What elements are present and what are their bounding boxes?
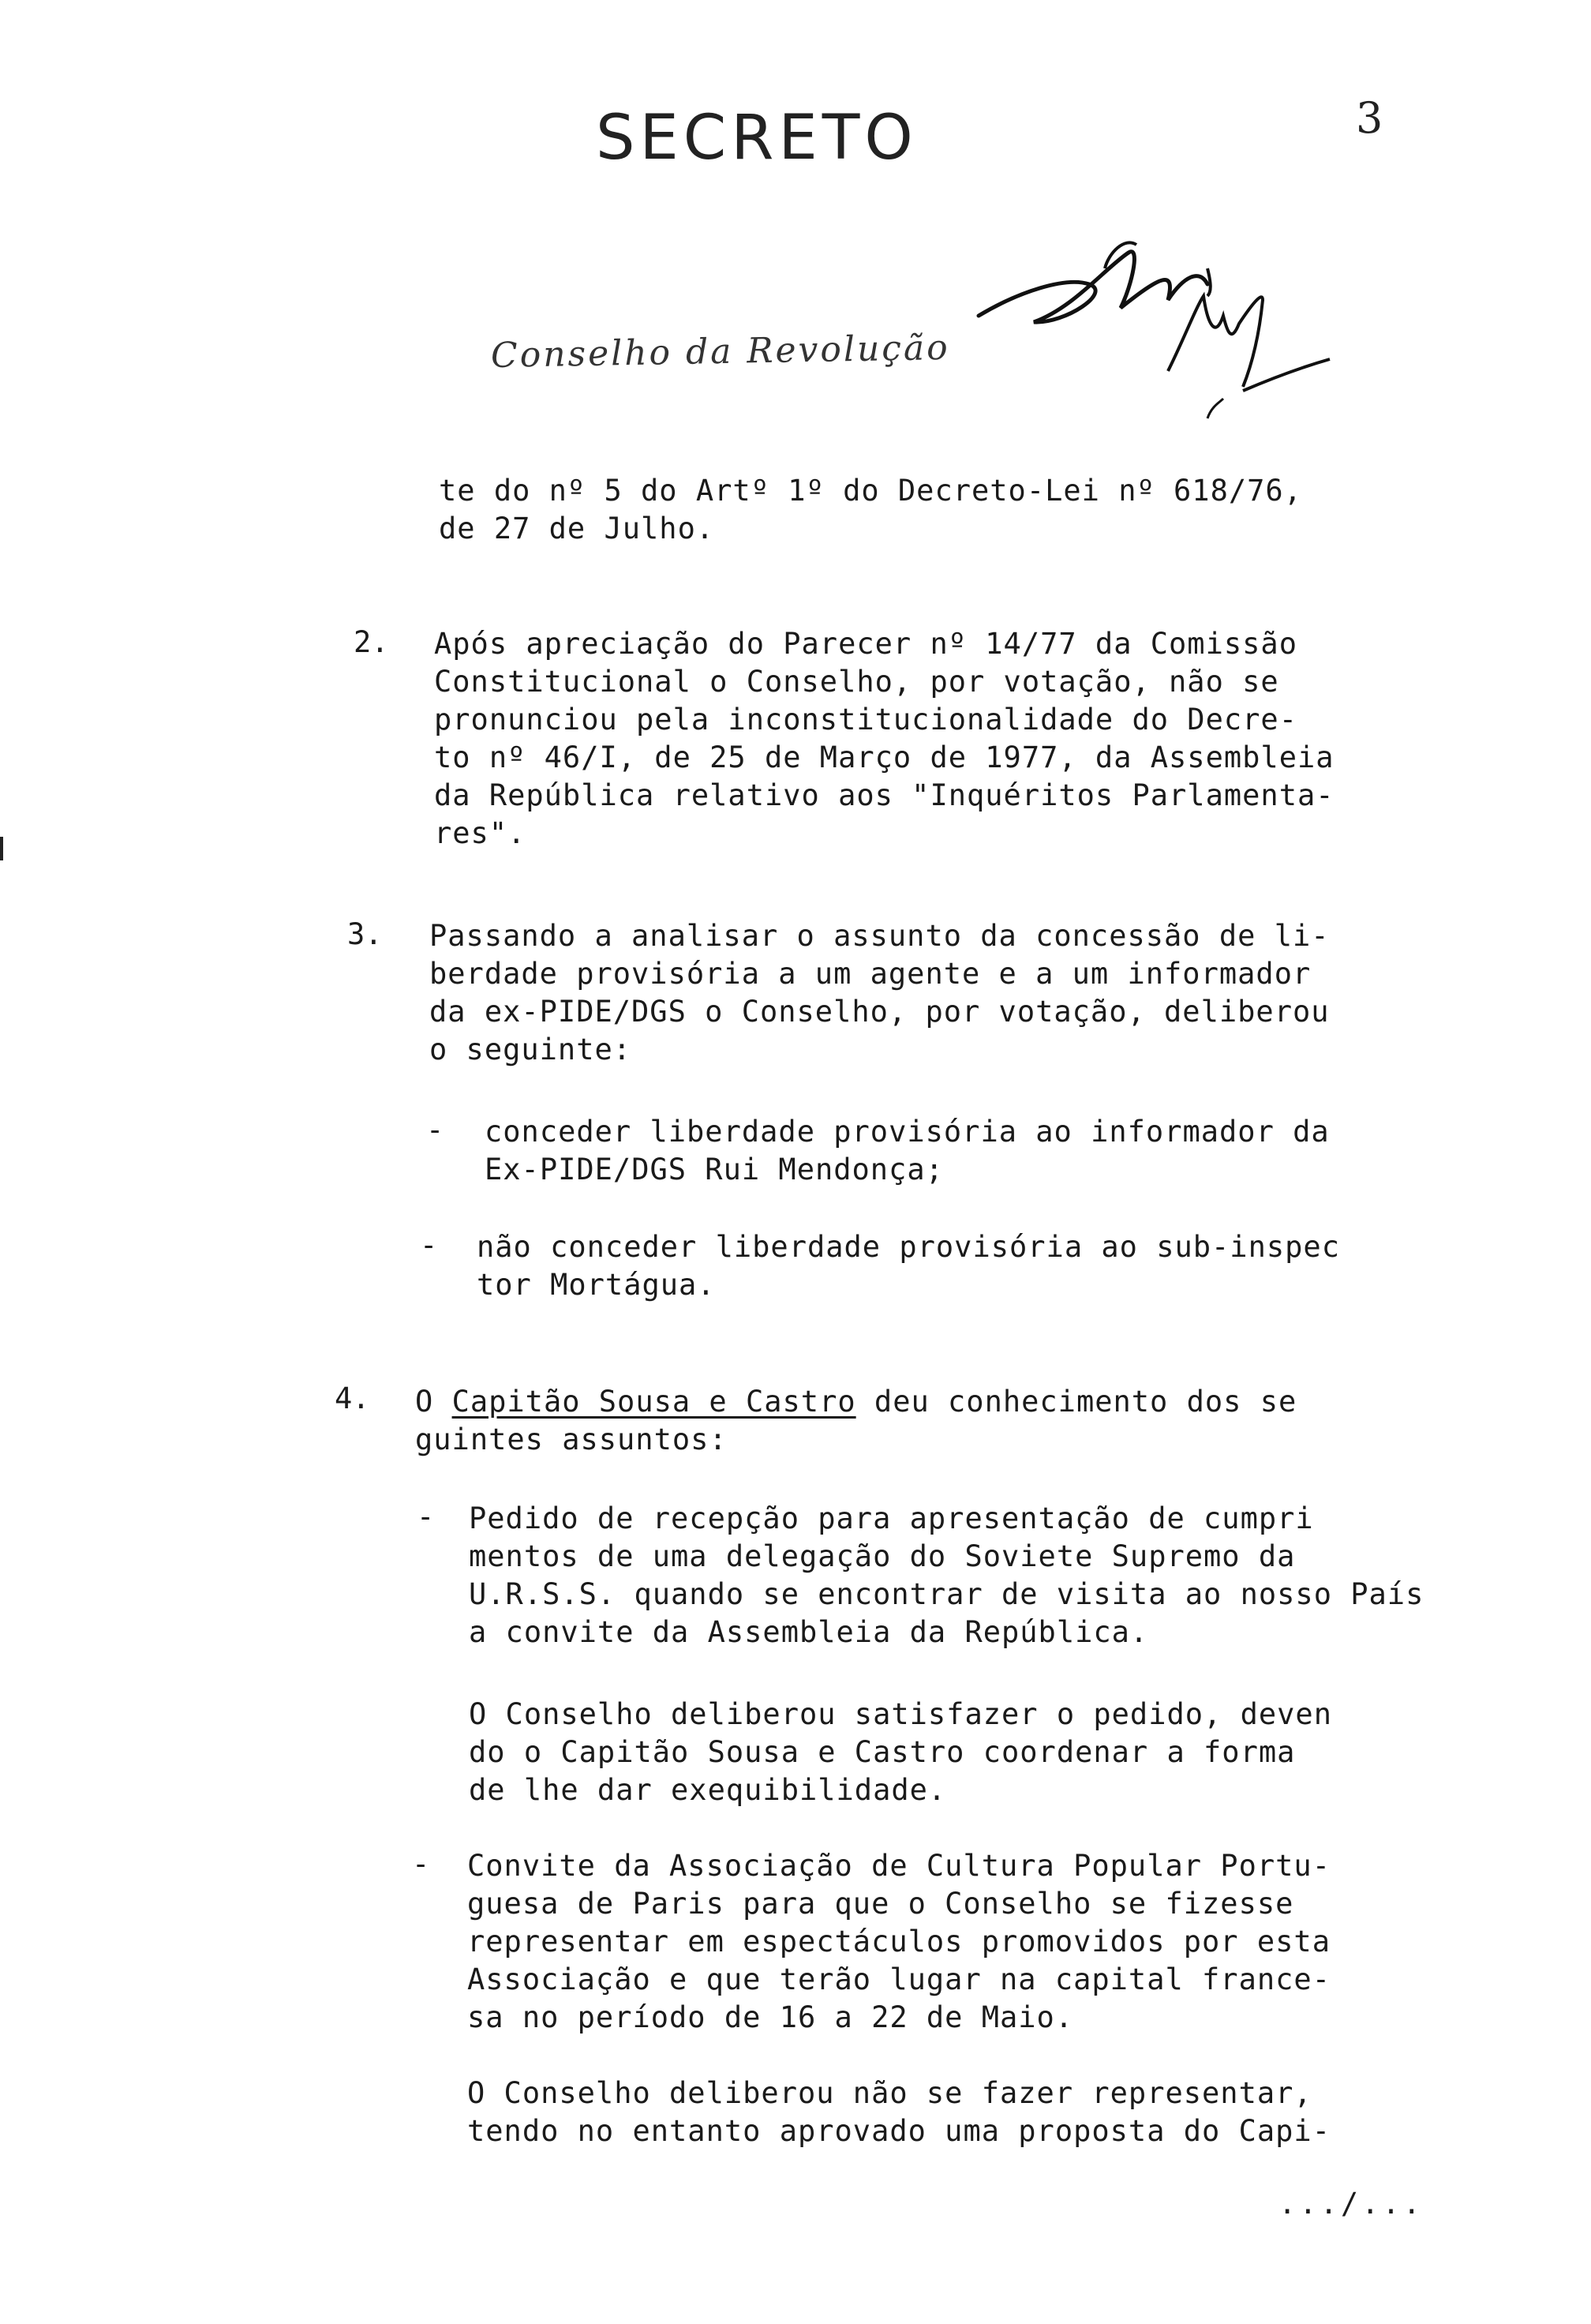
text-line: do o Capitão Sousa e Castro coordenar a forma bbox=[469, 1735, 1296, 1769]
text-line: Associação e que terão lugar na capital france- bbox=[467, 1962, 1331, 1996]
item-2-paragraph bbox=[434, 625, 1335, 853]
text-line: de lhe dar exequibilidade. bbox=[469, 1773, 947, 1807]
text-fragment: O bbox=[415, 1385, 452, 1419]
text-line: a convite da Assembleia da República. bbox=[469, 1615, 1149, 1649]
text-line: berdade provisória a um agente e a um informador bbox=[429, 957, 1312, 991]
item-3-bullet bbox=[477, 1228, 1340, 1304]
text-line: res". bbox=[434, 816, 526, 850]
item-number: 4. bbox=[335, 1381, 370, 1415]
continued-marker: .../... bbox=[1278, 2187, 1424, 2221]
text-line: Ex-PIDE/DGS Rui Mendonça; bbox=[485, 1153, 944, 1186]
scan-margin-mark bbox=[0, 837, 3, 860]
text-line: Pedido de recepção para apresentação de cumpri bbox=[469, 1501, 1314, 1535]
bullet-dash: - bbox=[417, 1500, 435, 1534]
text-line: tor Mortágua. bbox=[477, 1268, 716, 1302]
item-4-bullet bbox=[467, 1847, 1331, 2037]
text-line: U.R.S.S. quando se encontrar de visita ao nosso País bbox=[469, 1577, 1424, 1611]
text-line: o seguinte: bbox=[429, 1033, 632, 1066]
page-number: 3 bbox=[1356, 93, 1383, 143]
text-line: O Conselho deliberou satisfazer o pedido, deven bbox=[469, 1697, 1332, 1731]
decision-paragraph bbox=[469, 1696, 1332, 1809]
bullet-dash: - bbox=[420, 1228, 438, 1262]
handwritten-signature bbox=[971, 221, 1334, 434]
text-line: da República relativo aos "Inquéritos Parlamenta- bbox=[434, 778, 1335, 812]
text-line: to nº 46/I, de 25 de Março de 1977, da Assembleia bbox=[434, 740, 1335, 774]
item-4-intro bbox=[415, 1383, 1297, 1459]
text-line: representar em espectáculos promovidos por esta bbox=[467, 1925, 1331, 1959]
text-line bbox=[415, 1383, 1297, 1421]
text-line: pronunciou pela inconstitucionalidade do Decre- bbox=[434, 703, 1297, 737]
text-line: Constitucional o Conselho, por votação, não se bbox=[434, 665, 1279, 699]
text-line: sa no período de 16 a 22 de Maio. bbox=[467, 2000, 1074, 2034]
text-line: da ex-PIDE/DGS o Conselho, por votação, deliberou bbox=[429, 995, 1330, 1029]
text-line: Após apreciação do Parecer nº 14/77 da Comissão bbox=[434, 627, 1297, 661]
text-line: conceder liberdade provisória ao informador da bbox=[485, 1115, 1330, 1149]
item-4-bullet bbox=[469, 1500, 1424, 1651]
text-line: não conceder liberdade provisória ao sub-inspec bbox=[477, 1230, 1340, 1264]
decision-paragraph bbox=[467, 2075, 1331, 2150]
text-line: guintes assuntos: bbox=[415, 1423, 728, 1456]
text-line: O Conselho deliberou não se fazer representar, bbox=[467, 2076, 1312, 2110]
continuation-paragraph bbox=[439, 472, 1302, 548]
text-fragment: deu conhecimento dos se bbox=[855, 1385, 1297, 1419]
item-number: 3. bbox=[347, 917, 383, 951]
text-line: Convite da Associação de Cultura Popular Portu- bbox=[467, 1849, 1331, 1883]
item-number: 2. bbox=[354, 625, 389, 659]
letterhead: Conselho da Revolução bbox=[490, 327, 951, 377]
bullet-dash: - bbox=[426, 1113, 444, 1147]
text-line: guesa de Paris para que o Conselho se fizesse bbox=[467, 1887, 1294, 1921]
text-line: te do nº 5 do Artº 1º do Decreto-Lei nº 618/76, bbox=[439, 474, 1302, 508]
text-line: mentos de uma delegação do Soviete Supremo da bbox=[469, 1539, 1296, 1573]
classification-stamp: SECRETO bbox=[596, 103, 918, 174]
item-3-bullet bbox=[485, 1113, 1330, 1189]
bullet-dash: - bbox=[412, 1847, 430, 1881]
text-line: de 27 de Julho. bbox=[439, 512, 715, 545]
text-line: tendo no entanto aprovado uma proposta do Capi- bbox=[467, 2114, 1331, 2148]
person-name: Capitão Sousa e Castro bbox=[451, 1385, 856, 1419]
text-line: Passando a analisar o assunto da concessão de li- bbox=[429, 919, 1330, 953]
item-3-paragraph bbox=[429, 917, 1330, 1069]
